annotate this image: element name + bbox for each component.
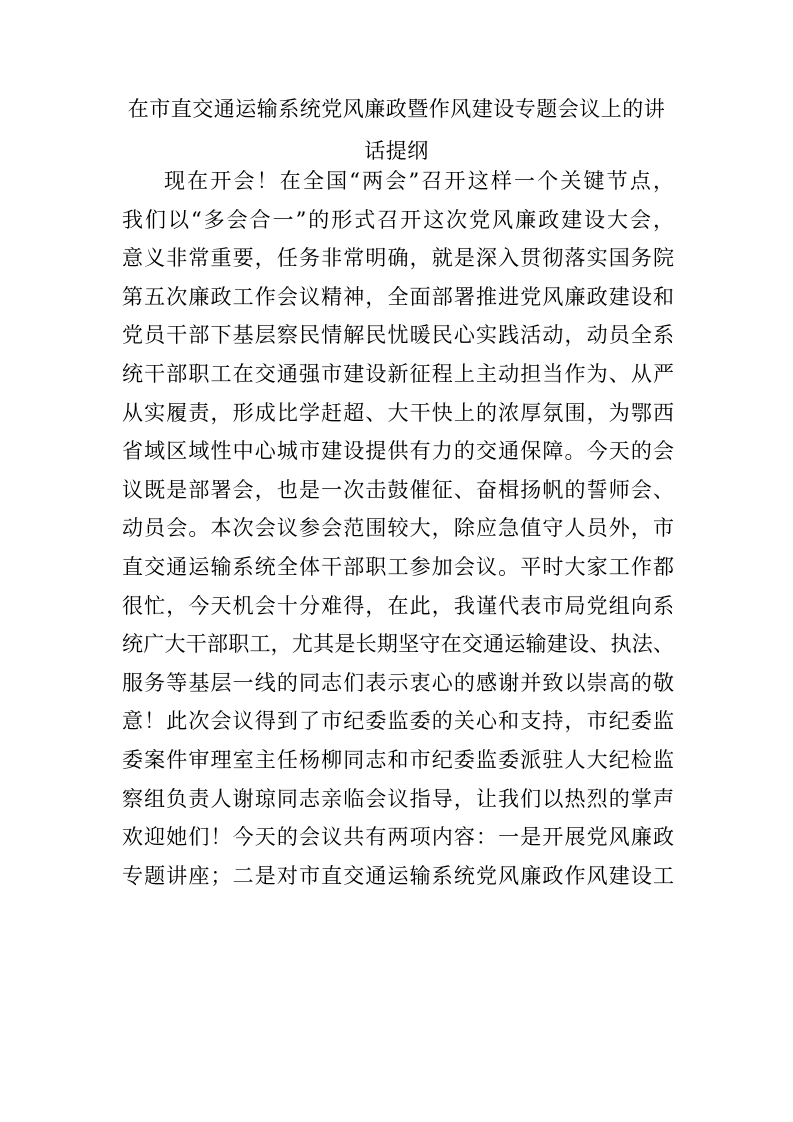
body-line: 现在开会！在全国“两会”召开这样一个关键节点，	[164, 169, 674, 193]
body-line: 动员会。本次会议参会范围较大，除应急值守人员外，市	[122, 516, 674, 541]
body-line: 察组负责人谢琼同志亲临会议指导，让我们以热烈的掌声	[122, 786, 674, 811]
body-line: 统干部职工在交通强市建设新征程上主动担当作为、从严	[122, 361, 674, 386]
body-line: 很忙，今天机会十分难得，在此，我谨代表市局党组向系	[122, 593, 674, 618]
body-line: 议既是部署会，也是一次击鼓催征、奋楫扬帆的誓师会、	[122, 477, 674, 502]
body-line: 意！此次会议得到了市纪委监委的关心和支持，市纪委监	[122, 709, 674, 734]
body-line: 党员干部下基层察民情解民忧暖民心实践活动，动员全系	[122, 323, 674, 348]
document-title	[120, 88, 673, 172]
document-body	[122, 162, 674, 895]
body-line: 直交通运输系统全体干部职工参加会议。平时大家工作都	[122, 554, 674, 579]
body-line: 省域区域性中心城市建设提供有力的交通保障。今天的会	[122, 439, 674, 464]
body-line: 委案件审理室主任杨柳同志和市纪委监委派驻人大纪检监	[122, 747, 674, 772]
body-line: 服务等基层一线的同志们表示衷心的感谢并致以崇高的敬	[122, 670, 674, 695]
body-line: 第五次廉政工作会议精神，全面部署推进党风廉政建设和	[122, 284, 674, 309]
title-line-2: 话提纲	[364, 139, 429, 163]
body-line: 意义非常重要，任务非常明确，就是深入贯彻落实国务院	[122, 246, 674, 271]
body-line: 专题讲座；二是对市直交通运输系统党风廉政作风建设工	[122, 863, 674, 888]
body-line: 欢迎她们！今天的会议共有两项内容：一是开展党风廉政	[122, 825, 674, 850]
body-line: 统广大干部职工，尤其是长期坚守在交通运输建设、执法、	[122, 632, 674, 657]
body-line: 从实履责，形成比学赶超、大干快上的浓厚氛围，为鄂西	[122, 400, 674, 425]
title-line-1: 在市直交通运输系统党风廉政暨作风建设专题会议上的讲	[127, 97, 666, 121]
body-line: 我们以“多会合一”的形式召开这次党风廉政建设大会，	[122, 207, 674, 232]
